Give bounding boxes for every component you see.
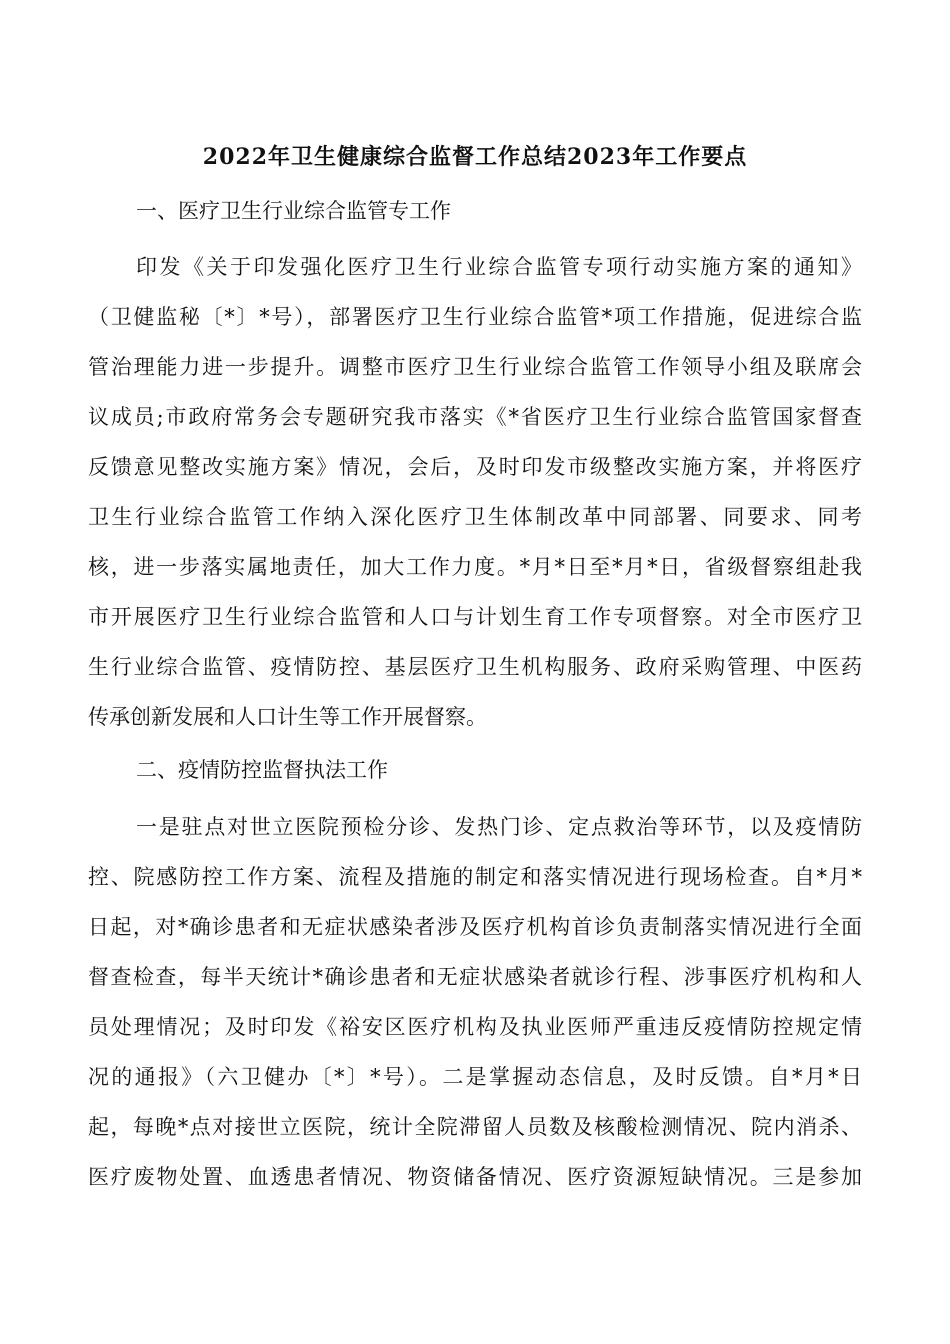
paragraph-line: 况的通报》（六卫健办〔*〕*号）。二是掌握动态信息，及时反馈。自*月*日 bbox=[88, 1065, 862, 1089]
paragraph-line: 督查检查，每半天统计*确诊患者和无症状感染者就诊行程、涉事医疗机构和人 bbox=[88, 965, 862, 989]
paragraph-line: 卫生行业综合监管工作纳入深化医疗卫生体制改革中同部署、同要求、同考 bbox=[88, 505, 862, 529]
paragraph-line: 日起，对*确诊患者和无症状感染者涉及医疗机构首诊负责制落实情况进行全面 bbox=[88, 915, 862, 939]
paragraph-line: 印发《关于印发强化医疗卫生行业综合监管专项行动实施方案的通知》 bbox=[136, 255, 862, 279]
paragraph-line: 员处理情况；及时印发《裕安区医疗机构及执业医师严重违反疫情防控规定情 bbox=[88, 1015, 862, 1039]
paragraph-line: 市开展医疗卫生行业综合监管和人口与计划生育工作专项督察。对全市医疗卫 bbox=[88, 605, 862, 629]
document-title: 2022年卫生健康综合监督工作总结2023年工作要点 bbox=[202, 144, 748, 170]
paragraph-line: 控、院感防控工作方案、流程及措施的制定和落实情况进行现场检查。自*月* bbox=[88, 865, 862, 889]
paragraph-line: 议成员;市政府常务会专题研究我市落实《*省医疗卫生行业综合监管国家督查 bbox=[88, 405, 862, 429]
paragraph-line: （卫健监秘〔*〕*号），部署医疗卫生行业综合监管*项工作措施，促进综合监 bbox=[88, 305, 862, 329]
paragraph-line: 核，进一步落实属地责任，加大工作力度。*月*日至*月*日，省级督察组赴我 bbox=[88, 555, 862, 579]
section-heading-2: 二、疫情防控监督执法工作 bbox=[136, 758, 388, 782]
paragraph-line: 起，每晚*点对接世立医院，统计全院滞留人员数及核酸检测情况、院内消杀、 bbox=[88, 1115, 862, 1139]
paragraph-line: 管治理能力进一步提升。调整市医疗卫生行业综合监管工作领导小组及联席会 bbox=[88, 355, 862, 379]
paragraph-line: 生行业综合监管、疫情防控、基层医疗卫生机构服务、政府采购管理、中医药 bbox=[88, 655, 862, 679]
paragraph-line: 传承创新发展和人口计生等工作开展督察。 bbox=[88, 705, 487, 729]
section-heading-1: 一、医疗卫生行业综合监管专工作 bbox=[136, 199, 451, 223]
paragraph-line: 反馈意见整改实施方案》情况，会后，及时印发市级整改实施方案，并将医疗 bbox=[88, 455, 862, 479]
paragraph-line: 一是驻点对世立医院预检分诊、发热门诊、定点救治等环节，以及疫情防 bbox=[136, 815, 862, 839]
paragraph-line: 医疗废物处置、血透患者情况、物资储备情况、医疗资源短缺情况。三是参加 bbox=[88, 1165, 862, 1189]
